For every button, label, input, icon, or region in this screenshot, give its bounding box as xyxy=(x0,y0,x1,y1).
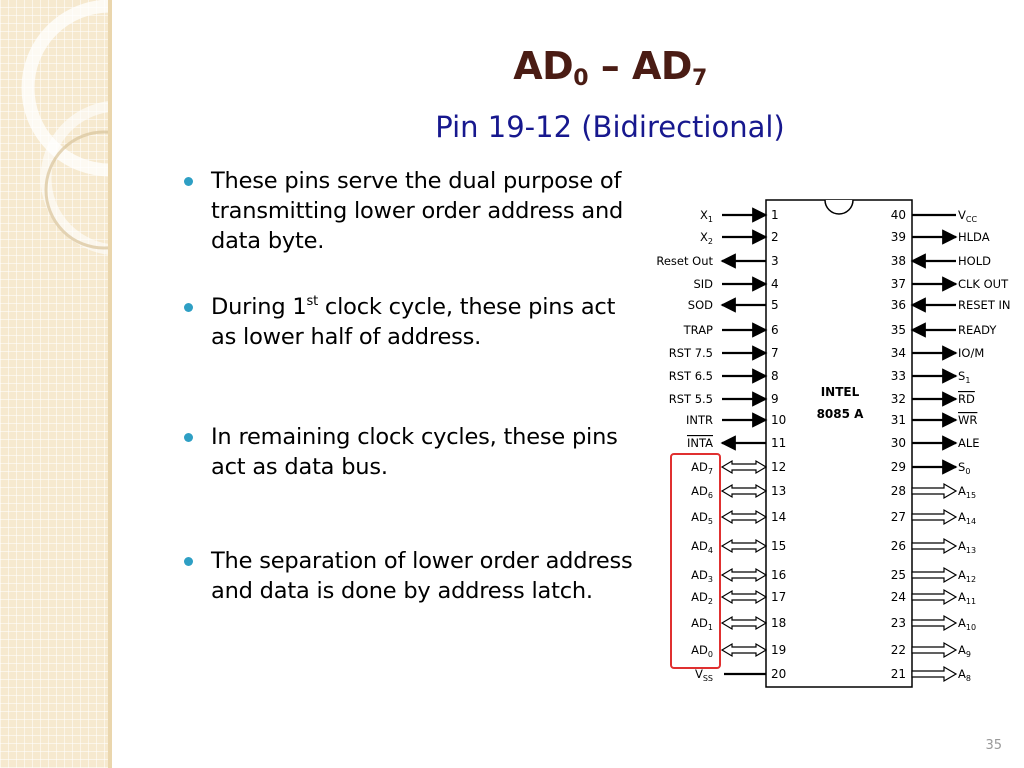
right-pin-number: 29 xyxy=(890,460,906,474)
right-pin-label: $A_{12}$ xyxy=(958,568,977,584)
bullet-item: In remaining clock cycles, these pins act as data bus. xyxy=(184,422,644,546)
right-pin-label: $A_8$ xyxy=(958,667,971,683)
right-pin-38 xyxy=(891,254,991,268)
right-pin-number: 23 xyxy=(890,616,906,630)
right-pin-number: 34 xyxy=(890,346,906,360)
right-pin-number: 36 xyxy=(890,298,906,312)
right-pin-label: ALE xyxy=(958,436,980,450)
left-pin-label: $X_1$ xyxy=(700,208,713,224)
right-pin-label: $A_{11}$ xyxy=(958,590,977,606)
left-pin-number: 8 xyxy=(771,369,779,383)
left-pin-number: 15 xyxy=(771,539,787,553)
right-pin-label: RD xyxy=(958,392,975,406)
left-pin-label: INTA xyxy=(687,436,713,450)
left-pin-label: RST 6.5 xyxy=(668,369,713,383)
left-pin-20 xyxy=(695,667,786,683)
right-pin-29 xyxy=(891,460,971,476)
right-pin-number: 27 xyxy=(890,510,906,524)
left-pin-11 xyxy=(687,436,786,450)
bullet-dot-icon xyxy=(184,557,193,566)
right-pin-25 xyxy=(891,568,976,584)
pin-diagram xyxy=(640,192,1020,692)
left-pin-label: $AD_0$ xyxy=(691,643,713,659)
right-pin-number: 25 xyxy=(890,568,906,582)
chip-name-line1: INTEL xyxy=(820,385,860,399)
bullet-item: The separation of lower order address and data is done by address latch. xyxy=(184,546,644,606)
slide-title: $AD_0 - AD_7$ xyxy=(513,44,707,91)
right-pin-23 xyxy=(891,616,976,632)
left-pin-number: 7 xyxy=(771,346,779,360)
right-pin-31 xyxy=(891,413,978,427)
right-pin-label: $V_{CC}$ xyxy=(958,208,978,224)
right-pin-label: READY xyxy=(958,323,997,337)
left-pin-6 xyxy=(683,323,779,337)
bullet-dot-icon xyxy=(184,303,193,312)
right-pin-number: 31 xyxy=(890,413,906,427)
right-pin-number: 39 xyxy=(890,230,906,244)
left-pin-number: 2 xyxy=(771,230,779,244)
left-pin-label: RST 7.5 xyxy=(668,346,713,360)
left-pin-number: 19 xyxy=(771,643,787,657)
right-pin-label: CLK OUT xyxy=(958,277,1009,291)
left-pin-13 xyxy=(691,484,786,500)
left-pin-8 xyxy=(669,369,779,383)
right-pin-27 xyxy=(891,510,976,526)
right-pin-label: $A_{15}$ xyxy=(958,484,977,500)
left-pin-15 xyxy=(691,539,786,555)
hollow-arrow-icon xyxy=(912,667,956,681)
left-pin-number: 20 xyxy=(771,667,787,681)
right-pin-label: $A_{13}$ xyxy=(958,539,977,555)
left-pin-5 xyxy=(688,298,779,312)
left-pin-10 xyxy=(686,413,786,427)
page-number: 35 xyxy=(985,738,1002,753)
right-pin-label: WR xyxy=(958,413,978,427)
left-pin-3 xyxy=(656,254,778,268)
right-pin-28 xyxy=(891,484,976,500)
left-pin-16 xyxy=(691,568,786,584)
left-pin-12 xyxy=(691,460,786,476)
left-pin-7 xyxy=(669,346,779,360)
bidirectional-arrow-icon xyxy=(722,617,766,629)
right-pin-39 xyxy=(891,230,990,244)
left-pin-number: 3 xyxy=(771,254,779,268)
right-pin-label: $S_1$ xyxy=(958,369,971,385)
left-pin-9 xyxy=(669,392,779,406)
right-pin-label: HLDA xyxy=(958,230,990,244)
right-pin-number: 37 xyxy=(890,277,906,291)
right-pin-number: 21 xyxy=(890,667,906,681)
right-pin-32 xyxy=(891,392,975,406)
left-pin-18 xyxy=(691,616,786,632)
left-pin-label: SID xyxy=(693,277,713,291)
decorative-sidebar xyxy=(0,0,112,768)
left-pin-number: 11 xyxy=(771,436,787,450)
left-pin-label: $AD_2$ xyxy=(691,590,713,606)
left-pin-number: 4 xyxy=(771,277,779,291)
left-pin-label: Reset Out xyxy=(656,254,713,268)
left-pin-label: $V_{SS}$ xyxy=(694,667,713,683)
hollow-arrow-icon xyxy=(912,643,956,657)
bidirectional-arrow-icon xyxy=(722,485,766,497)
chip-name-line2: 8085 A xyxy=(816,407,864,421)
bidirectional-arrow-icon xyxy=(722,511,766,523)
bidirectional-arrow-icon xyxy=(722,540,766,552)
left-pin-label: TRAP xyxy=(683,323,713,337)
right-pin-label: $A_{10}$ xyxy=(958,616,977,632)
right-pin-26 xyxy=(891,539,976,555)
right-pin-label: $S_0$ xyxy=(958,460,971,476)
right-pin-number: 26 xyxy=(890,539,906,553)
left-pin-label: $AD_4$ xyxy=(691,539,713,555)
bidirectional-arrow-icon xyxy=(722,569,766,581)
left-pin-14 xyxy=(691,510,786,526)
right-pin-label: RESET IN xyxy=(958,298,1011,312)
right-pin-number: 32 xyxy=(890,392,906,406)
left-pin-19 xyxy=(691,643,786,659)
bidirectional-arrow-icon xyxy=(722,644,766,656)
right-pin-24 xyxy=(891,590,976,606)
bullet-dot-icon xyxy=(184,177,193,186)
right-pin-number: 33 xyxy=(890,369,906,383)
sidebar-edge xyxy=(108,0,112,768)
right-pin-33 xyxy=(891,369,971,385)
left-pin-number: 16 xyxy=(771,568,787,582)
left-pin-number: 14 xyxy=(771,510,787,524)
bullet-item: During 1st clock cycle, these pins act as lower half of address. xyxy=(184,292,644,422)
left-pin-number: 12 xyxy=(771,460,787,474)
hollow-arrow-icon xyxy=(912,539,956,553)
left-pin-number: 1 xyxy=(771,208,779,222)
right-pin-40 xyxy=(891,208,978,224)
left-pin-label: $AD_6$ xyxy=(691,484,713,500)
right-pin-number: 22 xyxy=(890,643,906,657)
right-pin-label: $A_{14}$ xyxy=(958,510,977,526)
left-pin-number: 17 xyxy=(771,590,787,604)
left-pin-number: 18 xyxy=(771,616,787,630)
right-pin-number: 24 xyxy=(890,590,906,604)
right-pin-number: 40 xyxy=(890,208,906,222)
left-pin-number: 13 xyxy=(771,484,787,498)
right-pin-label: IO/M xyxy=(958,346,985,360)
bidirectional-arrow-icon xyxy=(722,591,766,603)
bidirectional-arrow-icon xyxy=(722,461,766,473)
bullet-dot-icon xyxy=(184,433,193,442)
bullet-item: These pins serve the dual purpose of transmitting lower order address and data byte. xyxy=(184,166,644,292)
right-pin-number: 35 xyxy=(890,323,906,337)
left-pin-number: 6 xyxy=(771,323,779,337)
left-pin-label: $AD_1$ xyxy=(691,616,713,632)
right-pin-21 xyxy=(891,667,971,683)
sidebar-circles-icon xyxy=(0,0,112,768)
right-pin-label: HOLD xyxy=(958,254,991,268)
left-pin-label: $X_2$ xyxy=(700,230,713,246)
right-pin-22 xyxy=(891,643,971,659)
right-pin-30 xyxy=(891,436,980,450)
left-pin-label: $AD_7$ xyxy=(691,460,713,476)
hollow-arrow-icon xyxy=(912,510,956,524)
left-pin-label: RST 5.5 xyxy=(668,392,713,406)
left-pin-label: $AD_5$ xyxy=(691,510,713,526)
right-pin-number: 38 xyxy=(890,254,906,268)
left-pin-17 xyxy=(691,590,786,606)
right-pin-label: $A_9$ xyxy=(958,643,971,659)
left-pin-number: 9 xyxy=(771,392,779,406)
hollow-arrow-icon xyxy=(912,616,956,630)
left-pin-number: 10 xyxy=(771,413,787,427)
slide-subtitle: Pin 19-12 (Bidirectional) xyxy=(435,110,785,144)
left-pin-number: 5 xyxy=(771,298,779,312)
left-pin-label: SOD xyxy=(687,298,713,312)
right-pin-number: 28 xyxy=(890,484,906,498)
right-pin-34 xyxy=(891,346,985,360)
left-pin-label: INTR xyxy=(685,413,713,427)
hollow-arrow-icon xyxy=(912,590,956,604)
hollow-arrow-icon xyxy=(912,568,956,582)
bullet-list xyxy=(184,166,644,606)
left-pin-label: $AD_3$ xyxy=(691,568,713,584)
hollow-arrow-icon xyxy=(912,484,956,498)
right-pin-number: 30 xyxy=(890,436,906,450)
